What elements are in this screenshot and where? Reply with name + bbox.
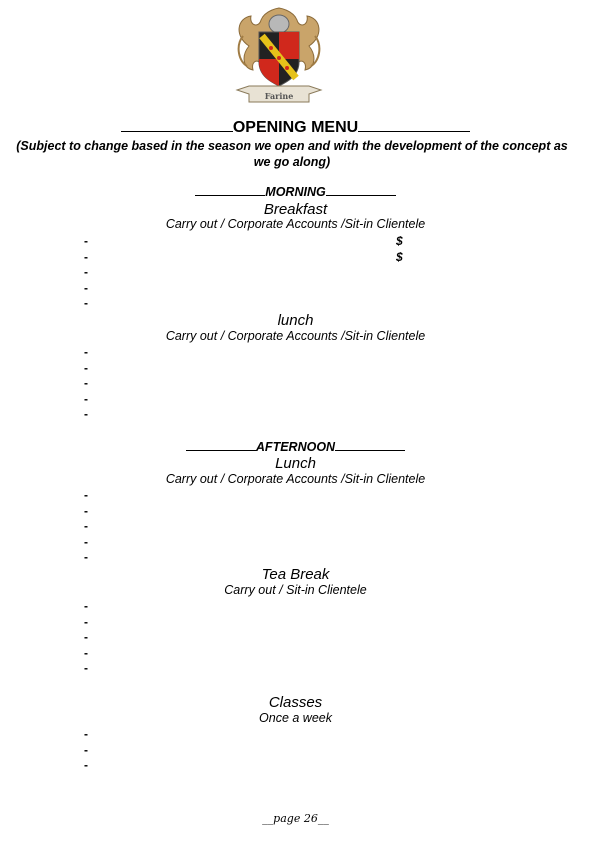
menu-title xyxy=(0,118,591,137)
list-item: - xyxy=(84,265,88,279)
breakfast-title: Breakfast xyxy=(263,201,328,218)
breakfast-list xyxy=(84,234,88,312)
tea-break-clientele: Carry out / Sit-in Clientele xyxy=(224,583,367,597)
list-item: - xyxy=(84,534,88,549)
list-item: - xyxy=(84,249,88,264)
list-item: - xyxy=(84,296,88,310)
morning-label: MORNING xyxy=(265,185,326,199)
list-item: - xyxy=(84,391,88,406)
coat-of-arms-icon xyxy=(229,6,329,104)
title-underline-left xyxy=(121,118,233,132)
list-item: - xyxy=(84,550,88,564)
afternoon-heading xyxy=(0,438,591,454)
morning-rule-left xyxy=(195,183,265,196)
title-text: OPENING MENU xyxy=(232,119,359,136)
morning-rule-right xyxy=(326,183,396,196)
tea-break-title: Tea Break xyxy=(261,566,330,583)
list-item: - xyxy=(84,503,88,518)
list-item: - xyxy=(84,234,88,248)
afternoon-rule-right xyxy=(335,438,405,451)
list-item: - xyxy=(84,519,88,533)
afternoon-rule-left xyxy=(186,438,256,451)
morning-lunch-list xyxy=(84,345,88,423)
menu-subtitle: (Subject to change based in the season we open and with the development of the concept as we go along) xyxy=(16,139,568,169)
crest-label: Farine xyxy=(264,91,294,101)
afternoon-lunch-list xyxy=(84,488,88,566)
list-item: - xyxy=(84,630,88,644)
list-item: - xyxy=(84,376,88,390)
classes-title: Classes xyxy=(268,694,323,711)
list-item: - xyxy=(84,742,88,757)
list-item: - xyxy=(84,661,88,675)
list-item: - xyxy=(84,727,88,741)
price-placeholder: $ xyxy=(396,250,403,264)
list-item: - xyxy=(84,645,88,660)
list-item: - xyxy=(84,488,88,502)
classes-list xyxy=(84,727,88,774)
afternoon-lunch-title: Lunch xyxy=(275,455,316,472)
price-placeholder: $ xyxy=(396,234,403,248)
morning-lunch-clientele: Carry out / Corporate Accounts /Sit-in Clientele xyxy=(165,329,426,343)
afternoon-lunch-clientele: Carry out / Corporate Accounts /Sit-in Clientele xyxy=(165,472,426,486)
classes-frequency: Once a week xyxy=(259,711,332,725)
list-item: - xyxy=(84,345,88,359)
list-item: - xyxy=(84,280,88,295)
morning-heading xyxy=(0,183,591,199)
list-item: - xyxy=(84,360,88,375)
list-item: - xyxy=(84,614,88,629)
page-number: __page 26__ xyxy=(262,812,329,825)
afternoon-label: AFTERNOON xyxy=(255,440,336,454)
breakfast-clientele: Carry out / Corporate Accounts /Sit-in Clientele xyxy=(165,217,426,231)
crest-logo xyxy=(229,6,329,104)
list-item: - xyxy=(84,407,88,421)
morning-lunch-title: lunch xyxy=(277,312,314,329)
title-underline-right xyxy=(358,118,470,132)
tea-break-list xyxy=(84,599,88,677)
list-item: - xyxy=(84,758,88,772)
list-item: - xyxy=(84,599,88,613)
